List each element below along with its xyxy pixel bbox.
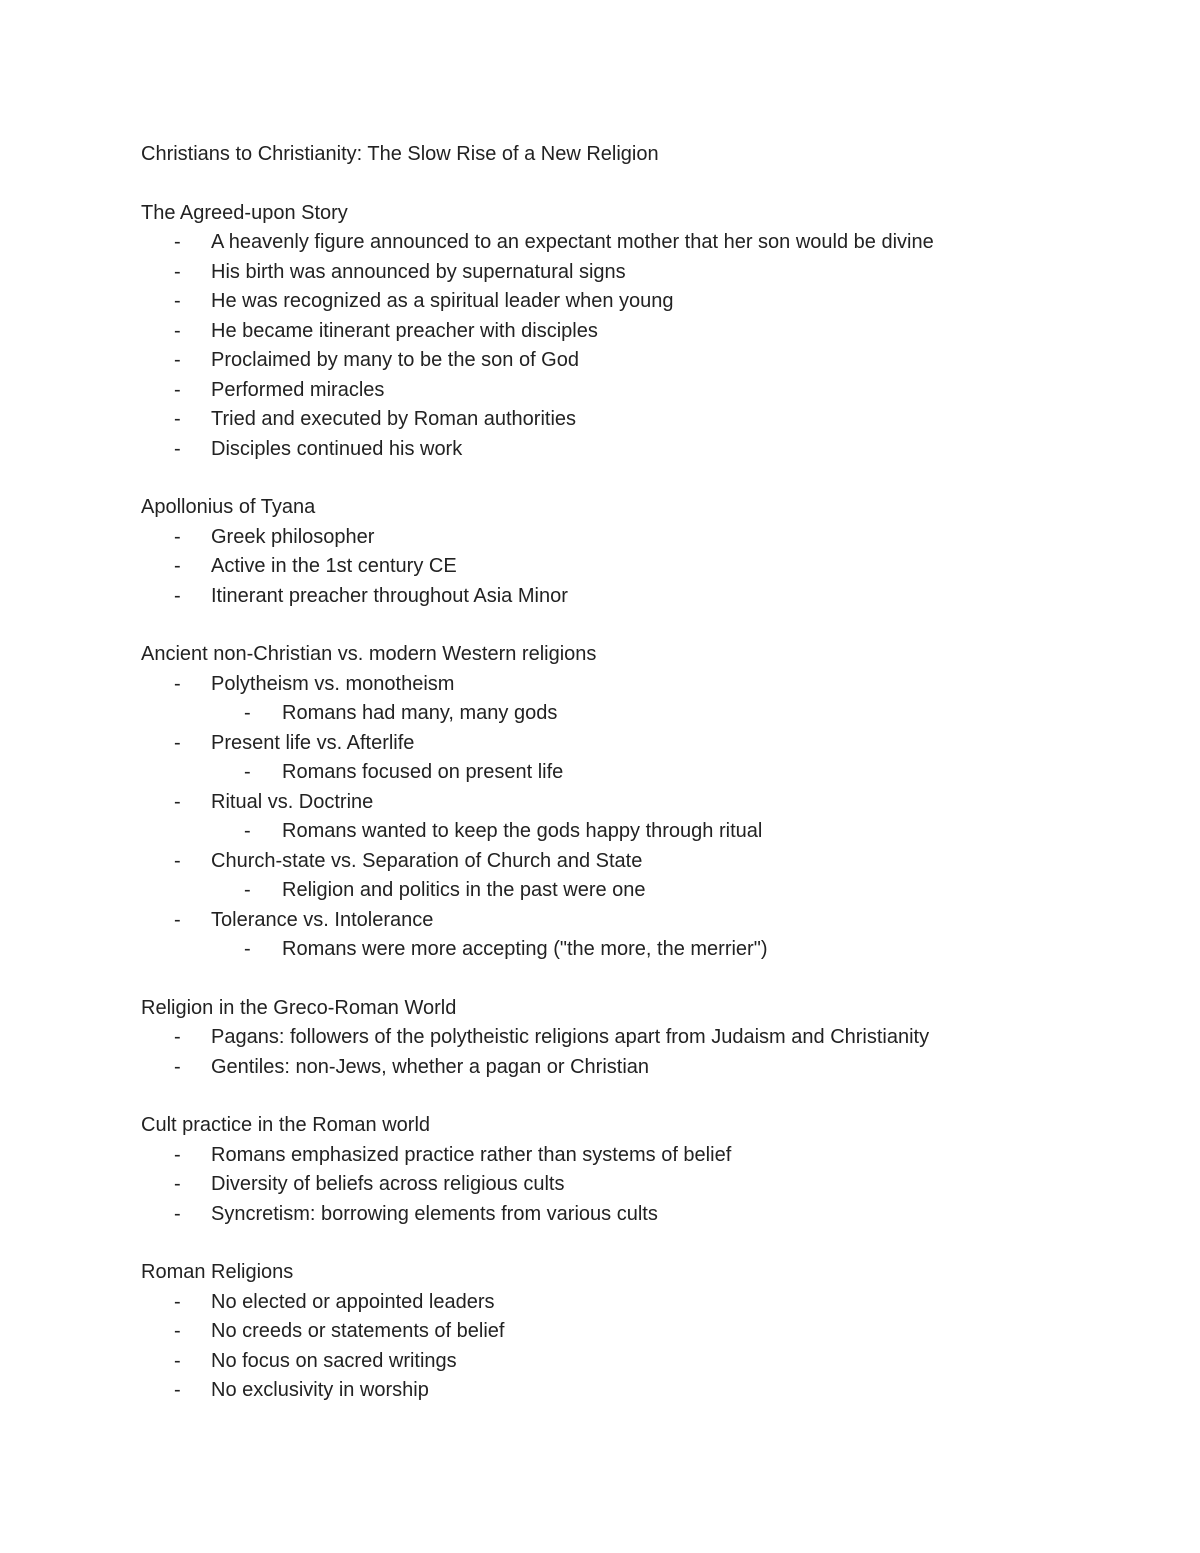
list-item-text: Gentiles: non-Jews, whether a pagan or Christian: [211, 1055, 650, 1078]
document-title: Christians to Christianity: The Slow Rise of a New Religion: [141, 143, 659, 165]
section-heading: Cult practice in the Roman world: [141, 1114, 431, 1136]
list-item-text: Diversity of beliefs across religious cults: [211, 1173, 565, 1195]
list-item: [141, 1053, 1141, 1083]
bullet-dash: -: [174, 908, 181, 931]
sub-bullet-list: [211, 817, 1141, 847]
sub-bullet-list: [211, 758, 1141, 788]
list-item: [141, 1141, 1141, 1171]
list-item: [141, 552, 1141, 582]
bullet-dash: -: [174, 1143, 181, 1166]
section: [141, 1111, 1141, 1229]
bullet-dash: -: [174, 1349, 181, 1372]
section-heading: Apollonius of Tyana: [141, 496, 316, 518]
list-item-text: A heavenly figure announced to an expectant mother that her son would be divine: [211, 231, 934, 253]
bullet-dash: -: [174, 584, 181, 607]
list-item-text: Itinerant preacher throughout Asia Minor: [211, 584, 568, 607]
bullet-dash: -: [244, 761, 251, 783]
bullet-dash: -: [174, 1055, 181, 1078]
list-item-text: Ritual vs. Doctrine: [211, 790, 374, 813]
bullet-dash: -: [174, 349, 181, 371]
list-item-text: Tried and executed by Roman authorities: [211, 408, 577, 430]
list-item-text: Present life vs. Afterlife: [211, 731, 415, 754]
list-item: [141, 228, 1141, 258]
bullet-dash: -: [174, 290, 181, 312]
bullet-list: [141, 228, 1141, 464]
bullet-dash: -: [174, 849, 181, 872]
list-item: [141, 788, 1141, 847]
list-item: [141, 1288, 1141, 1318]
list-item-text: He was recognized as a spiritual leader when young: [211, 290, 674, 312]
document-body: [141, 140, 1141, 1435]
list-item-text: Church-state vs. Separation of Church and State: [211, 849, 643, 872]
list-item-text: His birth was announced by supernatural signs: [211, 260, 626, 283]
section-heading: Roman Religions: [141, 1261, 294, 1283]
list-item: [141, 729, 1141, 788]
list-item-text: No focus on sacred writings: [211, 1349, 457, 1372]
bullet-dash: -: [174, 731, 181, 754]
list-item: [141, 376, 1141, 406]
sub-list-item-text: Romans wanted to keep the gods happy through ritual: [282, 820, 763, 842]
bullet-list: [141, 670, 1141, 965]
bullet-dash: -: [174, 672, 181, 695]
list-item: [141, 287, 1141, 317]
bullet-dash: -: [174, 1379, 181, 1401]
bullet-dash: -: [174, 790, 181, 813]
section-heading: The Agreed-upon Story: [141, 201, 348, 224]
bullet-dash: -: [174, 1290, 181, 1313]
list-item: [141, 1170, 1141, 1200]
list-item: [141, 317, 1141, 347]
bullet-dash: -: [244, 702, 251, 724]
list-item-text: Polytheism vs. monotheism: [211, 672, 455, 695]
sub-list-item: [211, 817, 1141, 847]
list-item: [141, 405, 1141, 435]
bullet-dash: -: [174, 408, 181, 430]
bullet-dash: -: [174, 231, 181, 253]
list-item: [141, 1317, 1141, 1347]
sub-bullet-list: [211, 876, 1141, 906]
bullet-list: [141, 1288, 1141, 1406]
list-item-text: He became itinerant preacher with disciples: [211, 319, 598, 342]
list-item-text: Pagans: followers of the polytheistic religions apart from Judaism and Christianity: [211, 1026, 930, 1048]
list-item: [141, 1200, 1141, 1230]
sub-list-item: [211, 699, 1141, 729]
sections-container: [141, 199, 1141, 1406]
sub-list-item-text: Religion and politics in the past were one: [282, 879, 646, 901]
list-item: [141, 847, 1141, 906]
list-item-text: Active in the 1st century CE: [211, 555, 457, 577]
section: [141, 199, 1141, 465]
section: [141, 640, 1141, 965]
bullet-dash: -: [174, 378, 181, 401]
bullet-dash: -: [244, 820, 251, 842]
list-item-text: Greek philosopher: [211, 525, 375, 548]
list-item: [141, 906, 1141, 965]
sub-list-item-text: Romans had many, many gods: [282, 702, 558, 724]
bullet-dash: -: [174, 1202, 181, 1225]
bullet-dash: -: [174, 1173, 181, 1195]
sub-bullet-list: [211, 935, 1141, 965]
list-item-text: No exclusivity in worship: [211, 1379, 429, 1401]
bullet-dash: -: [174, 525, 181, 548]
sub-list-item: [211, 935, 1141, 965]
bullet-list: [141, 1141, 1141, 1230]
bullet-list: [141, 1023, 1141, 1082]
section: [141, 1258, 1141, 1406]
bullet-dash: -: [174, 555, 181, 577]
section-heading: Religion in the Greco-Roman World: [141, 996, 457, 1019]
list-item-text: Disciples continued his work: [211, 437, 463, 460]
list-item: [141, 346, 1141, 376]
section: [141, 994, 1141, 1083]
bullet-dash: -: [244, 879, 251, 901]
bullet-dash: -: [174, 260, 181, 283]
bullet-dash: -: [244, 938, 251, 960]
list-item: [141, 1376, 1141, 1406]
list-item: [141, 582, 1141, 612]
bullet-dash: -: [174, 1320, 181, 1342]
sub-list-item-text: Romans focused on present life: [282, 761, 564, 783]
sub-bullet-list: [211, 699, 1141, 729]
list-item-text: No creeds or statements of belief: [211, 1320, 505, 1342]
list-item-text: Syncretism: borrowing elements from various cults: [211, 1202, 658, 1225]
sub-list-item: [211, 758, 1141, 788]
bullet-dash: -: [174, 1026, 181, 1048]
bullet-dash: -: [174, 319, 181, 342]
list-item: [141, 435, 1141, 465]
list-item-text: Performed miracles: [211, 378, 385, 401]
bullet-dash: -: [174, 437, 181, 460]
sub-list-item: [211, 876, 1141, 906]
section: [141, 493, 1141, 611]
list-item: [141, 1023, 1141, 1053]
list-item-text: Romans emphasized practice rather than systems of belief: [211, 1143, 732, 1166]
list-item-text: Tolerance vs. Intolerance: [211, 908, 434, 931]
list-item-text: Proclaimed by many to be the son of God: [211, 349, 579, 371]
sub-list-item-text: Romans were more accepting ("the more, the merrier"): [282, 938, 768, 960]
list-item: [141, 258, 1141, 288]
list-item: [141, 523, 1141, 553]
list-item-text: No elected or appointed leaders: [211, 1290, 495, 1313]
list-item: [141, 1347, 1141, 1377]
section-heading: Ancient non-Christian vs. modern Western religions: [141, 643, 597, 665]
list-item: [141, 670, 1141, 729]
bullet-list: [141, 523, 1141, 612]
